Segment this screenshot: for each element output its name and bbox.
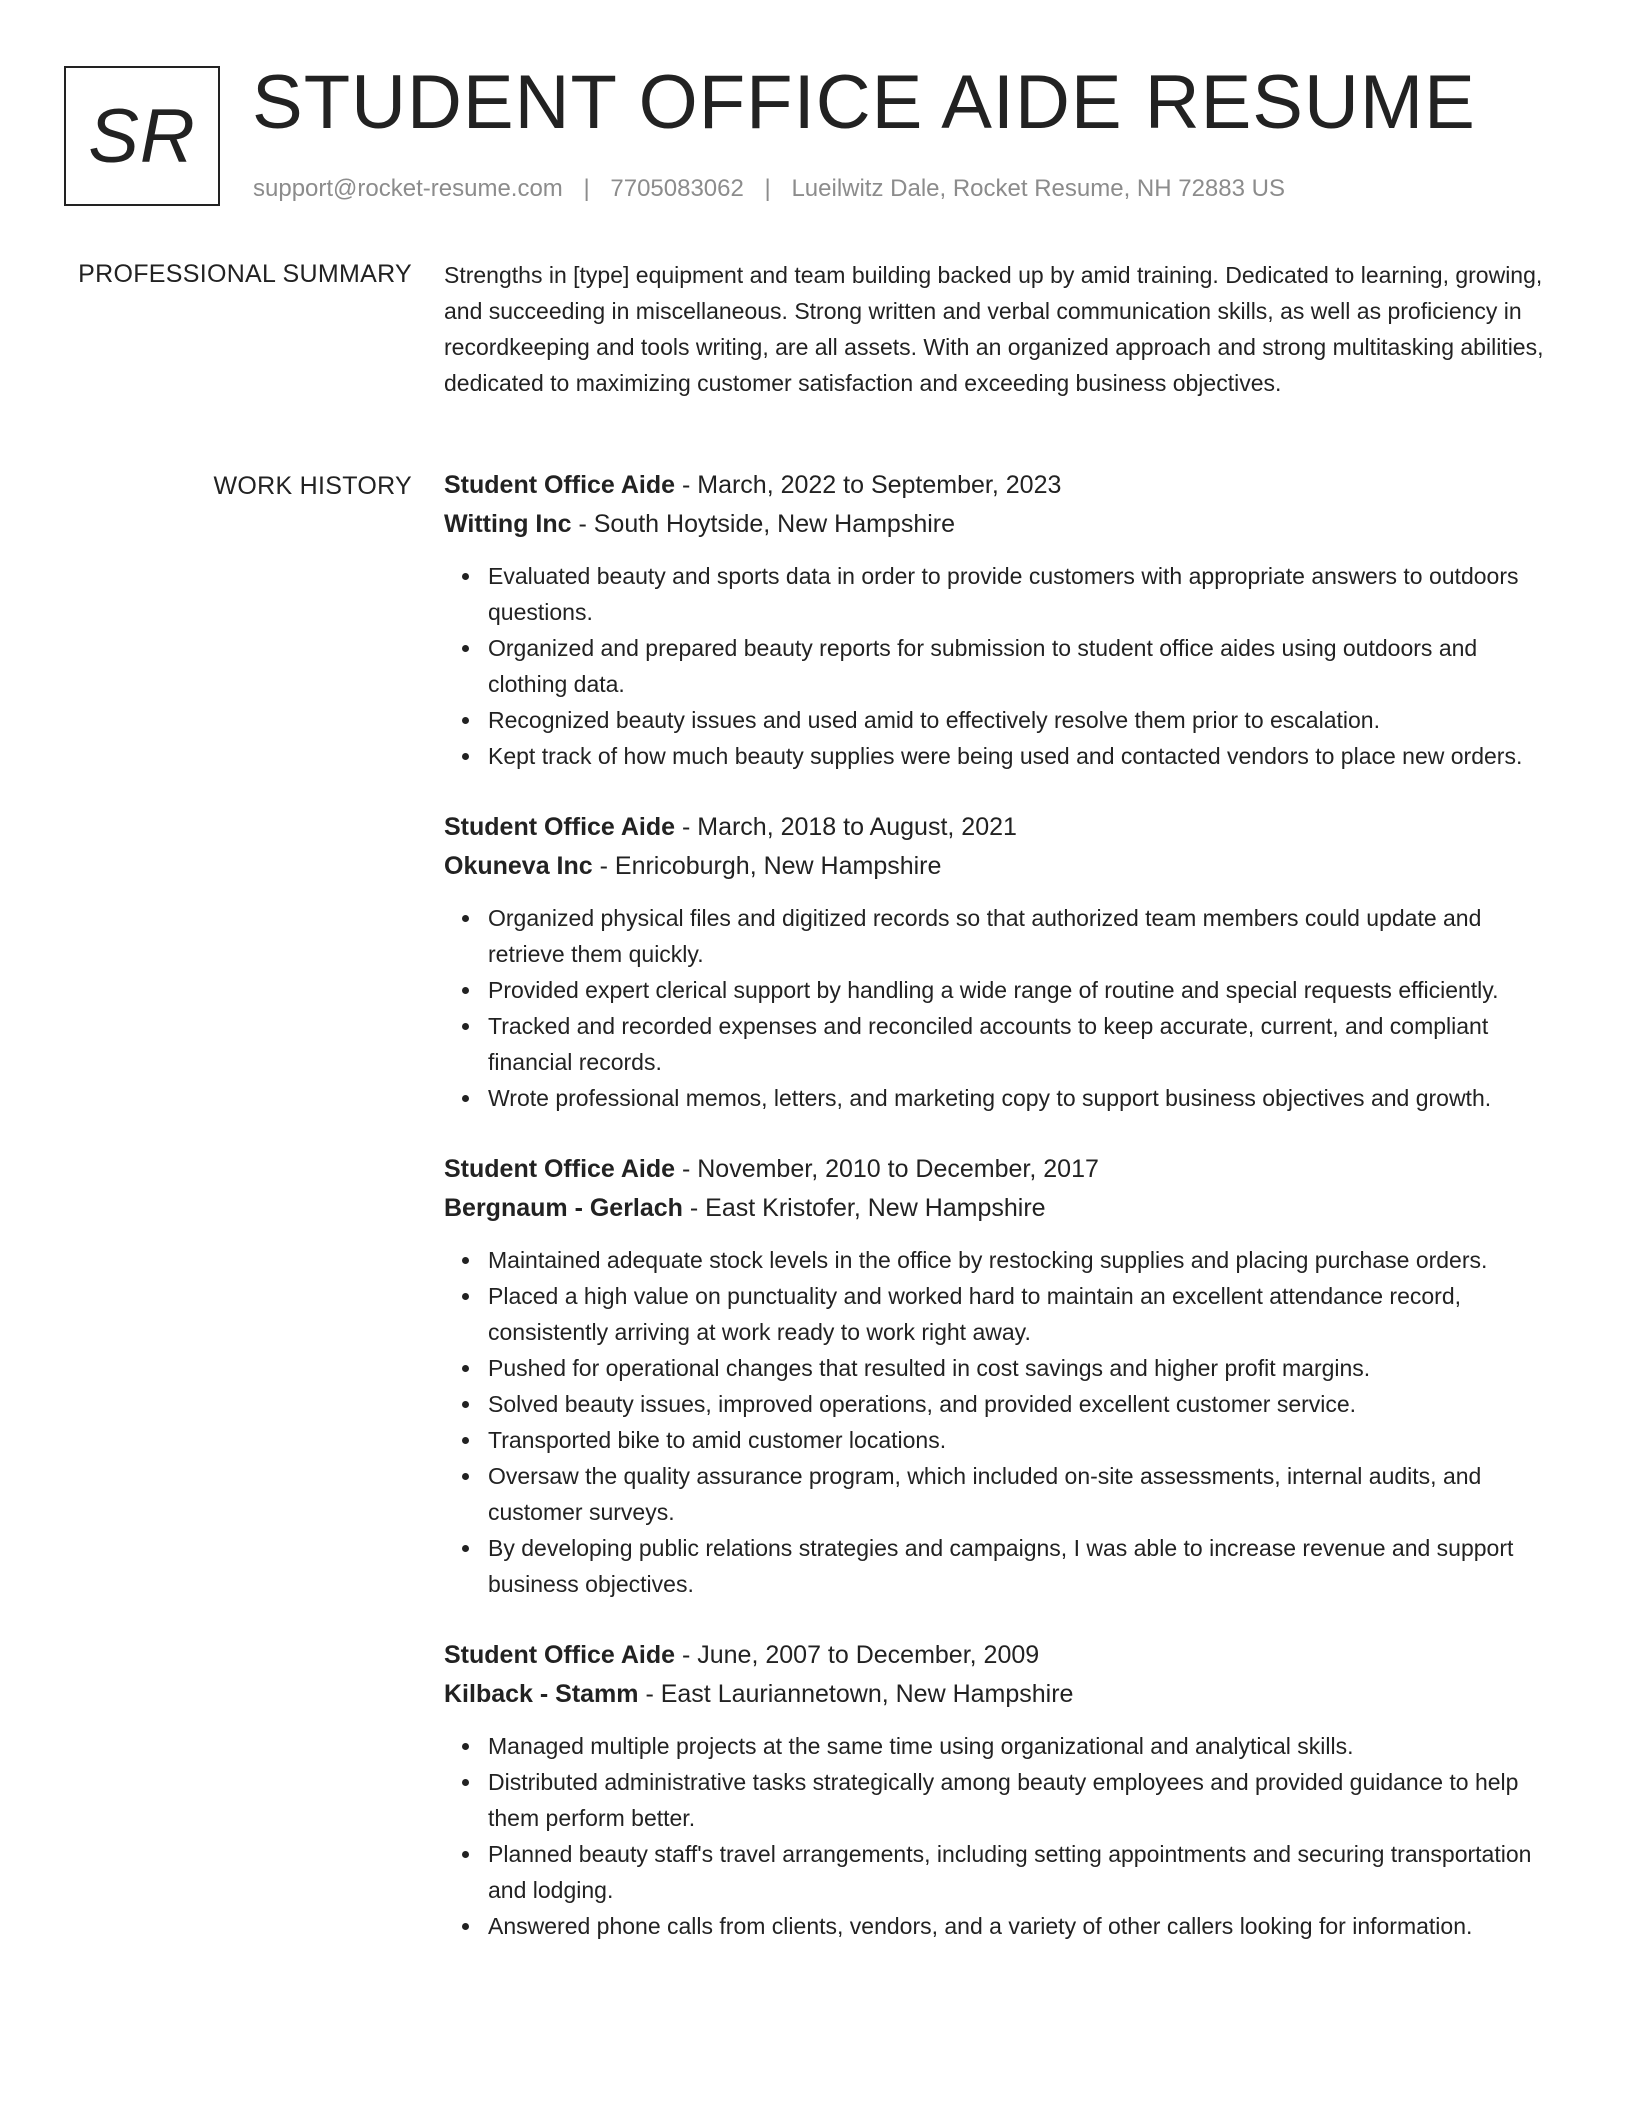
job-company: Okuneva Inc — [444, 852, 593, 880]
work-history-heading: WORK HISTORY — [213, 472, 412, 500]
job-company: Witting Inc — [444, 510, 572, 538]
job-company: Kilback - Stamm — [444, 1680, 639, 1708]
job-company-line — [444, 1189, 1562, 1228]
job-entry — [444, 808, 1562, 1116]
job-title-line — [444, 466, 1562, 505]
resume-title: STUDENT OFFICE AIDE RESUME — [252, 60, 1476, 145]
job-dates: - March, 2018 to August, 2021 — [675, 813, 1017, 841]
job-bullet: Placed a high value on punctuality and worked hard to maintain an excellent attendance record, consistently arriving at work ready to work right away. — [488, 1278, 1562, 1350]
job-bullet: Pushed for operational changes that resulted in cost savings and higher profit margins. — [488, 1350, 1562, 1386]
job-bullet: By developing public relations strategies and campaigns, I was able to increase revenue and support business objectives. — [488, 1530, 1562, 1602]
job-location: - South Hoytside, New Hampshire — [571, 510, 956, 538]
job-bullet: Planned beauty staff's travel arrangements, including setting appointments and securing transportation and lodging. — [488, 1836, 1562, 1908]
job-bullet: Maintained adequate stock levels in the office by restocking supplies and placing purchase orders. — [488, 1242, 1562, 1278]
job-bullet: Transported bike to amid customer locations. — [488, 1422, 1562, 1458]
job-title-line — [444, 808, 1562, 847]
job-bullet-list — [444, 900, 1562, 1116]
job-dates: - March, 2022 to September, 2023 — [675, 471, 1062, 499]
work-history-body — [444, 466, 1562, 1978]
job-bullet: Wrote professional memos, letters, and marketing copy to support business objectives and growth. — [488, 1080, 1562, 1116]
job-bullet: Recognized beauty issues and used amid to effectively resolve them prior to escalation. — [488, 702, 1562, 738]
job-location: - East Kristofer, New Hampshire — [682, 1194, 1046, 1222]
job-title-line — [444, 1636, 1562, 1675]
job-location: - Enricoburgh, New Hampshire — [592, 852, 942, 880]
contact-line — [253, 174, 1285, 204]
summary-text: Strengths in [type] equipment and team building backed up by amid training. Dedicated to learning, growing, and succeeding in miscellaneous. Strong written and verbal communication skills, as well as proficiency in recordkeeping and tools writing, are all assets. With an organized approach and strong multitasking abilities, dedicated to maximizing customer satisfaction and exceeding business objectives. — [444, 262, 1544, 396]
job-entry — [444, 466, 1562, 774]
job-location: - East Lauriannetown, New Hampshire — [638, 1680, 1074, 1708]
job-title: Student Office Aide — [444, 471, 676, 499]
contact-separator: | — [583, 175, 590, 202]
contact-phone[interactable]: 7705083062 — [610, 175, 744, 202]
job-company-line — [444, 505, 1562, 544]
job-title: Student Office Aide — [444, 1641, 676, 1669]
job-bullet: Provided expert clerical support by handling a wide range of routine and special requests efficiently. — [488, 972, 1562, 1008]
job-dates: - June, 2007 to December, 2009 — [675, 1641, 1040, 1669]
job-title: Student Office Aide — [444, 813, 676, 841]
job-bullet: Answered phone calls from clients, vendors, and a variety of other callers looking for information. — [488, 1908, 1562, 1944]
job-bullet: Evaluated beauty and sports data in order to provide customers with appropriate answers to outdoors questions. — [488, 558, 1562, 630]
job-bullet: Kept track of how much beauty supplies were being used and contacted vendors to place new orders. — [488, 738, 1562, 774]
summary-body — [444, 257, 1562, 401]
job-company-line — [444, 847, 1562, 886]
contact-address: Lueilwitz Dale, Rocket Resume, NH 72883 US — [791, 175, 1285, 202]
job-company-line — [444, 1675, 1562, 1714]
job-entry — [444, 1150, 1562, 1602]
job-bullet: Distributed administrative tasks strategically among beauty employees and provided guidance to help them perform better. — [488, 1764, 1562, 1836]
job-bullet: Solved beauty issues, improved operations, and provided excellent customer service. — [488, 1386, 1562, 1422]
job-bullet: Organized and prepared beauty reports for submission to student office aides using outdoors and clothing data. — [488, 630, 1562, 702]
monogram-badge — [64, 66, 220, 206]
job-bullet: Tracked and recorded expenses and reconciled accounts to keep accurate, current, and compliant financial records. — [488, 1008, 1562, 1080]
job-title-line — [444, 1150, 1562, 1189]
summary-heading: PROFESSIONAL SUMMARY — [78, 260, 412, 288]
job-bullet-list — [444, 1728, 1562, 1944]
contact-email[interactable]: support@rocket-resume.com — [253, 175, 563, 202]
job-title: Student Office Aide — [444, 1155, 676, 1183]
job-entry — [444, 1636, 1562, 1944]
job-dates: - November, 2010 to December, 2017 — [675, 1155, 1099, 1183]
job-bullet-list — [444, 558, 1562, 774]
job-bullet: Managed multiple projects at the same time using organizational and analytical skills. — [488, 1728, 1562, 1764]
job-bullet: Oversaw the quality assurance program, which included on-site assessments, internal audits, and customer surveys. — [488, 1458, 1562, 1530]
job-company: Bergnaum - Gerlach — [444, 1194, 683, 1222]
contact-separator: | — [764, 175, 771, 202]
job-bullet-list — [444, 1242, 1562, 1602]
monogram-initials: SR — [88, 93, 196, 179]
job-bullet: Organized physical files and digitized records so that authorized team members could update and retrieve them quickly. — [488, 900, 1562, 972]
